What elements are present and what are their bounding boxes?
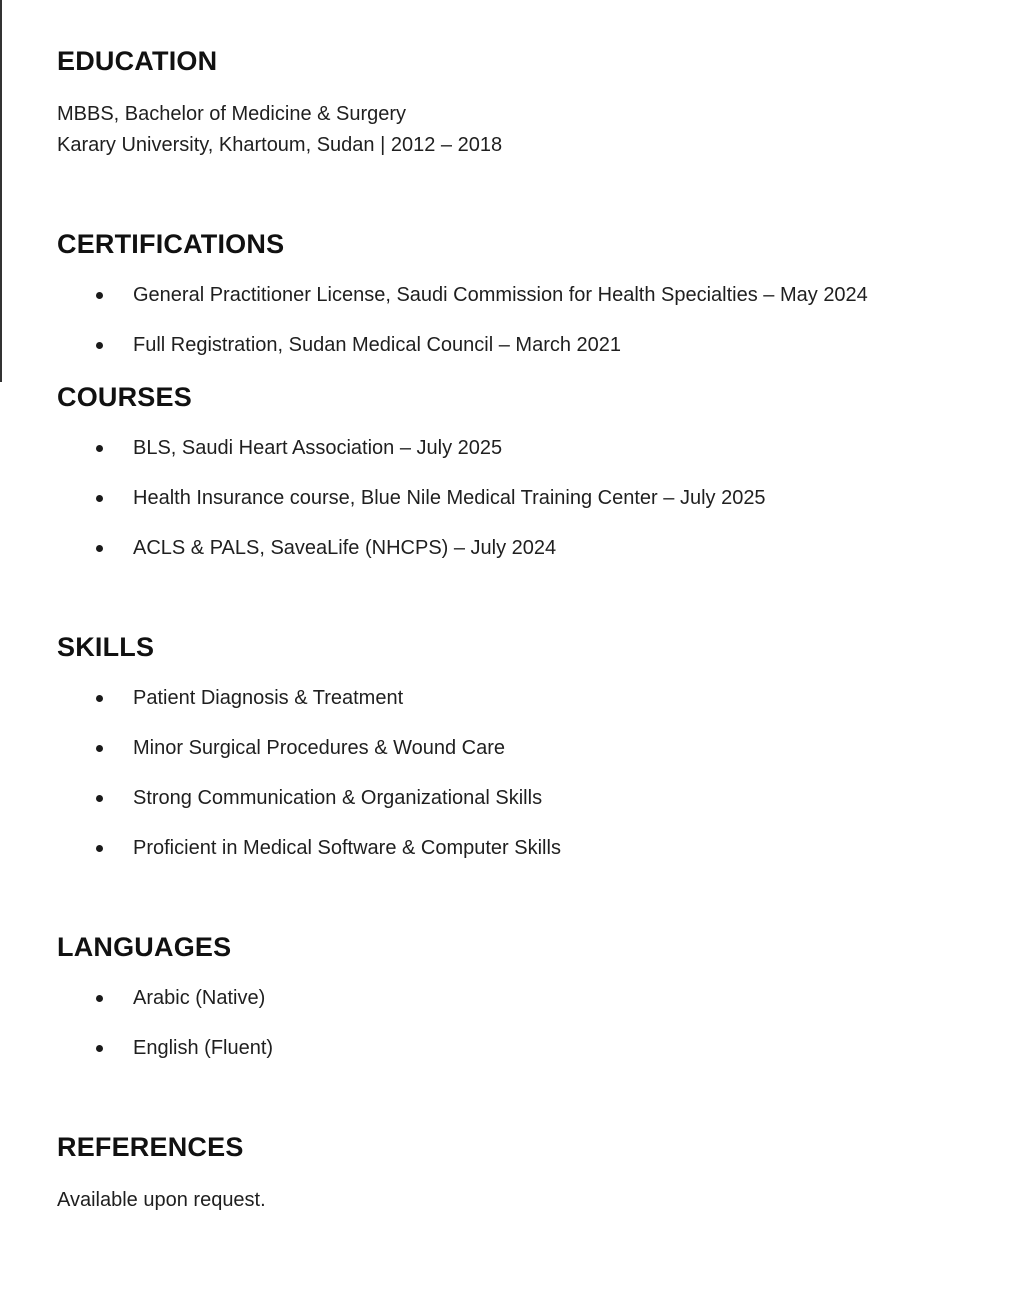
list-item xyxy=(57,433,970,464)
bullet-icon xyxy=(96,795,103,802)
education-degree-line: MBBS, Bachelor of Medicine & Surgery xyxy=(57,103,407,125)
bullet-icon xyxy=(96,1045,103,1052)
list-item xyxy=(57,783,970,814)
bullet-icon xyxy=(96,995,103,1002)
languages-list xyxy=(57,983,970,1064)
list-item-text: BLS, Saudi Heart Association – July 2025 xyxy=(133,437,503,459)
section-heading-certifications: CERTIFICATIONS xyxy=(57,229,285,259)
list-item xyxy=(57,280,970,311)
section-certifications xyxy=(57,227,970,361)
section-references xyxy=(57,1130,970,1216)
education-university-line: Karary University, Khartoum, Sudan | 2012 – 2018 xyxy=(57,134,503,156)
bullet-icon xyxy=(96,745,103,752)
section-education xyxy=(57,44,970,161)
bullet-icon xyxy=(96,695,103,702)
bullet-icon xyxy=(96,342,103,349)
list-item xyxy=(57,733,970,764)
bullet-icon xyxy=(96,495,103,502)
section-heading-languages: LANGUAGES xyxy=(57,932,232,962)
section-heading-courses: COURSES xyxy=(57,382,192,412)
courses-list xyxy=(57,433,970,564)
skills-list xyxy=(57,683,970,864)
list-item-text: Strong Communication & Organizational Skills xyxy=(133,787,543,809)
section-heading-references: REFERENCES xyxy=(57,1132,244,1162)
list-item-text: Minor Surgical Procedures & Wound Care xyxy=(133,737,506,759)
bullet-icon xyxy=(96,292,103,299)
section-skills xyxy=(57,630,970,864)
section-languages xyxy=(57,930,970,1064)
section-heading-skills: SKILLS xyxy=(57,632,155,662)
list-item xyxy=(57,833,970,864)
list-item-text: Full Registration, Sudan Medical Council – March 2021 xyxy=(133,334,622,356)
list-item xyxy=(57,533,970,564)
list-item-text: General Practitioner License, Saudi Commission for Health Specialties – May 2024 xyxy=(133,284,868,306)
bullet-icon xyxy=(96,545,103,552)
certifications-list xyxy=(57,280,970,361)
section-courses xyxy=(57,380,970,564)
references-availability-line: Available upon request. xyxy=(57,1189,266,1211)
list-item-text: Proficient in Medical Software & Computer Skills xyxy=(133,837,561,859)
list-item-text: Arabic (Native) xyxy=(133,987,266,1009)
section-heading-education: EDUCATION xyxy=(57,46,218,76)
list-item-text: Health Insurance course, Blue Nile Medical Training Center – July 2025 xyxy=(133,487,766,509)
bullet-icon xyxy=(96,445,103,452)
bullet-icon xyxy=(96,845,103,852)
list-item xyxy=(57,983,970,1014)
page-edge-artifact-line xyxy=(0,0,2,382)
list-item-text: ACLS & PALS, SaveaLife (NHCPS) – July 2024 xyxy=(133,537,557,559)
list-item xyxy=(57,483,970,514)
list-item xyxy=(57,330,970,361)
list-item xyxy=(57,683,970,714)
list-item-text: Patient Diagnosis & Treatment xyxy=(133,687,404,709)
list-item xyxy=(57,1033,970,1064)
list-item-text: English (Fluent) xyxy=(133,1037,274,1059)
